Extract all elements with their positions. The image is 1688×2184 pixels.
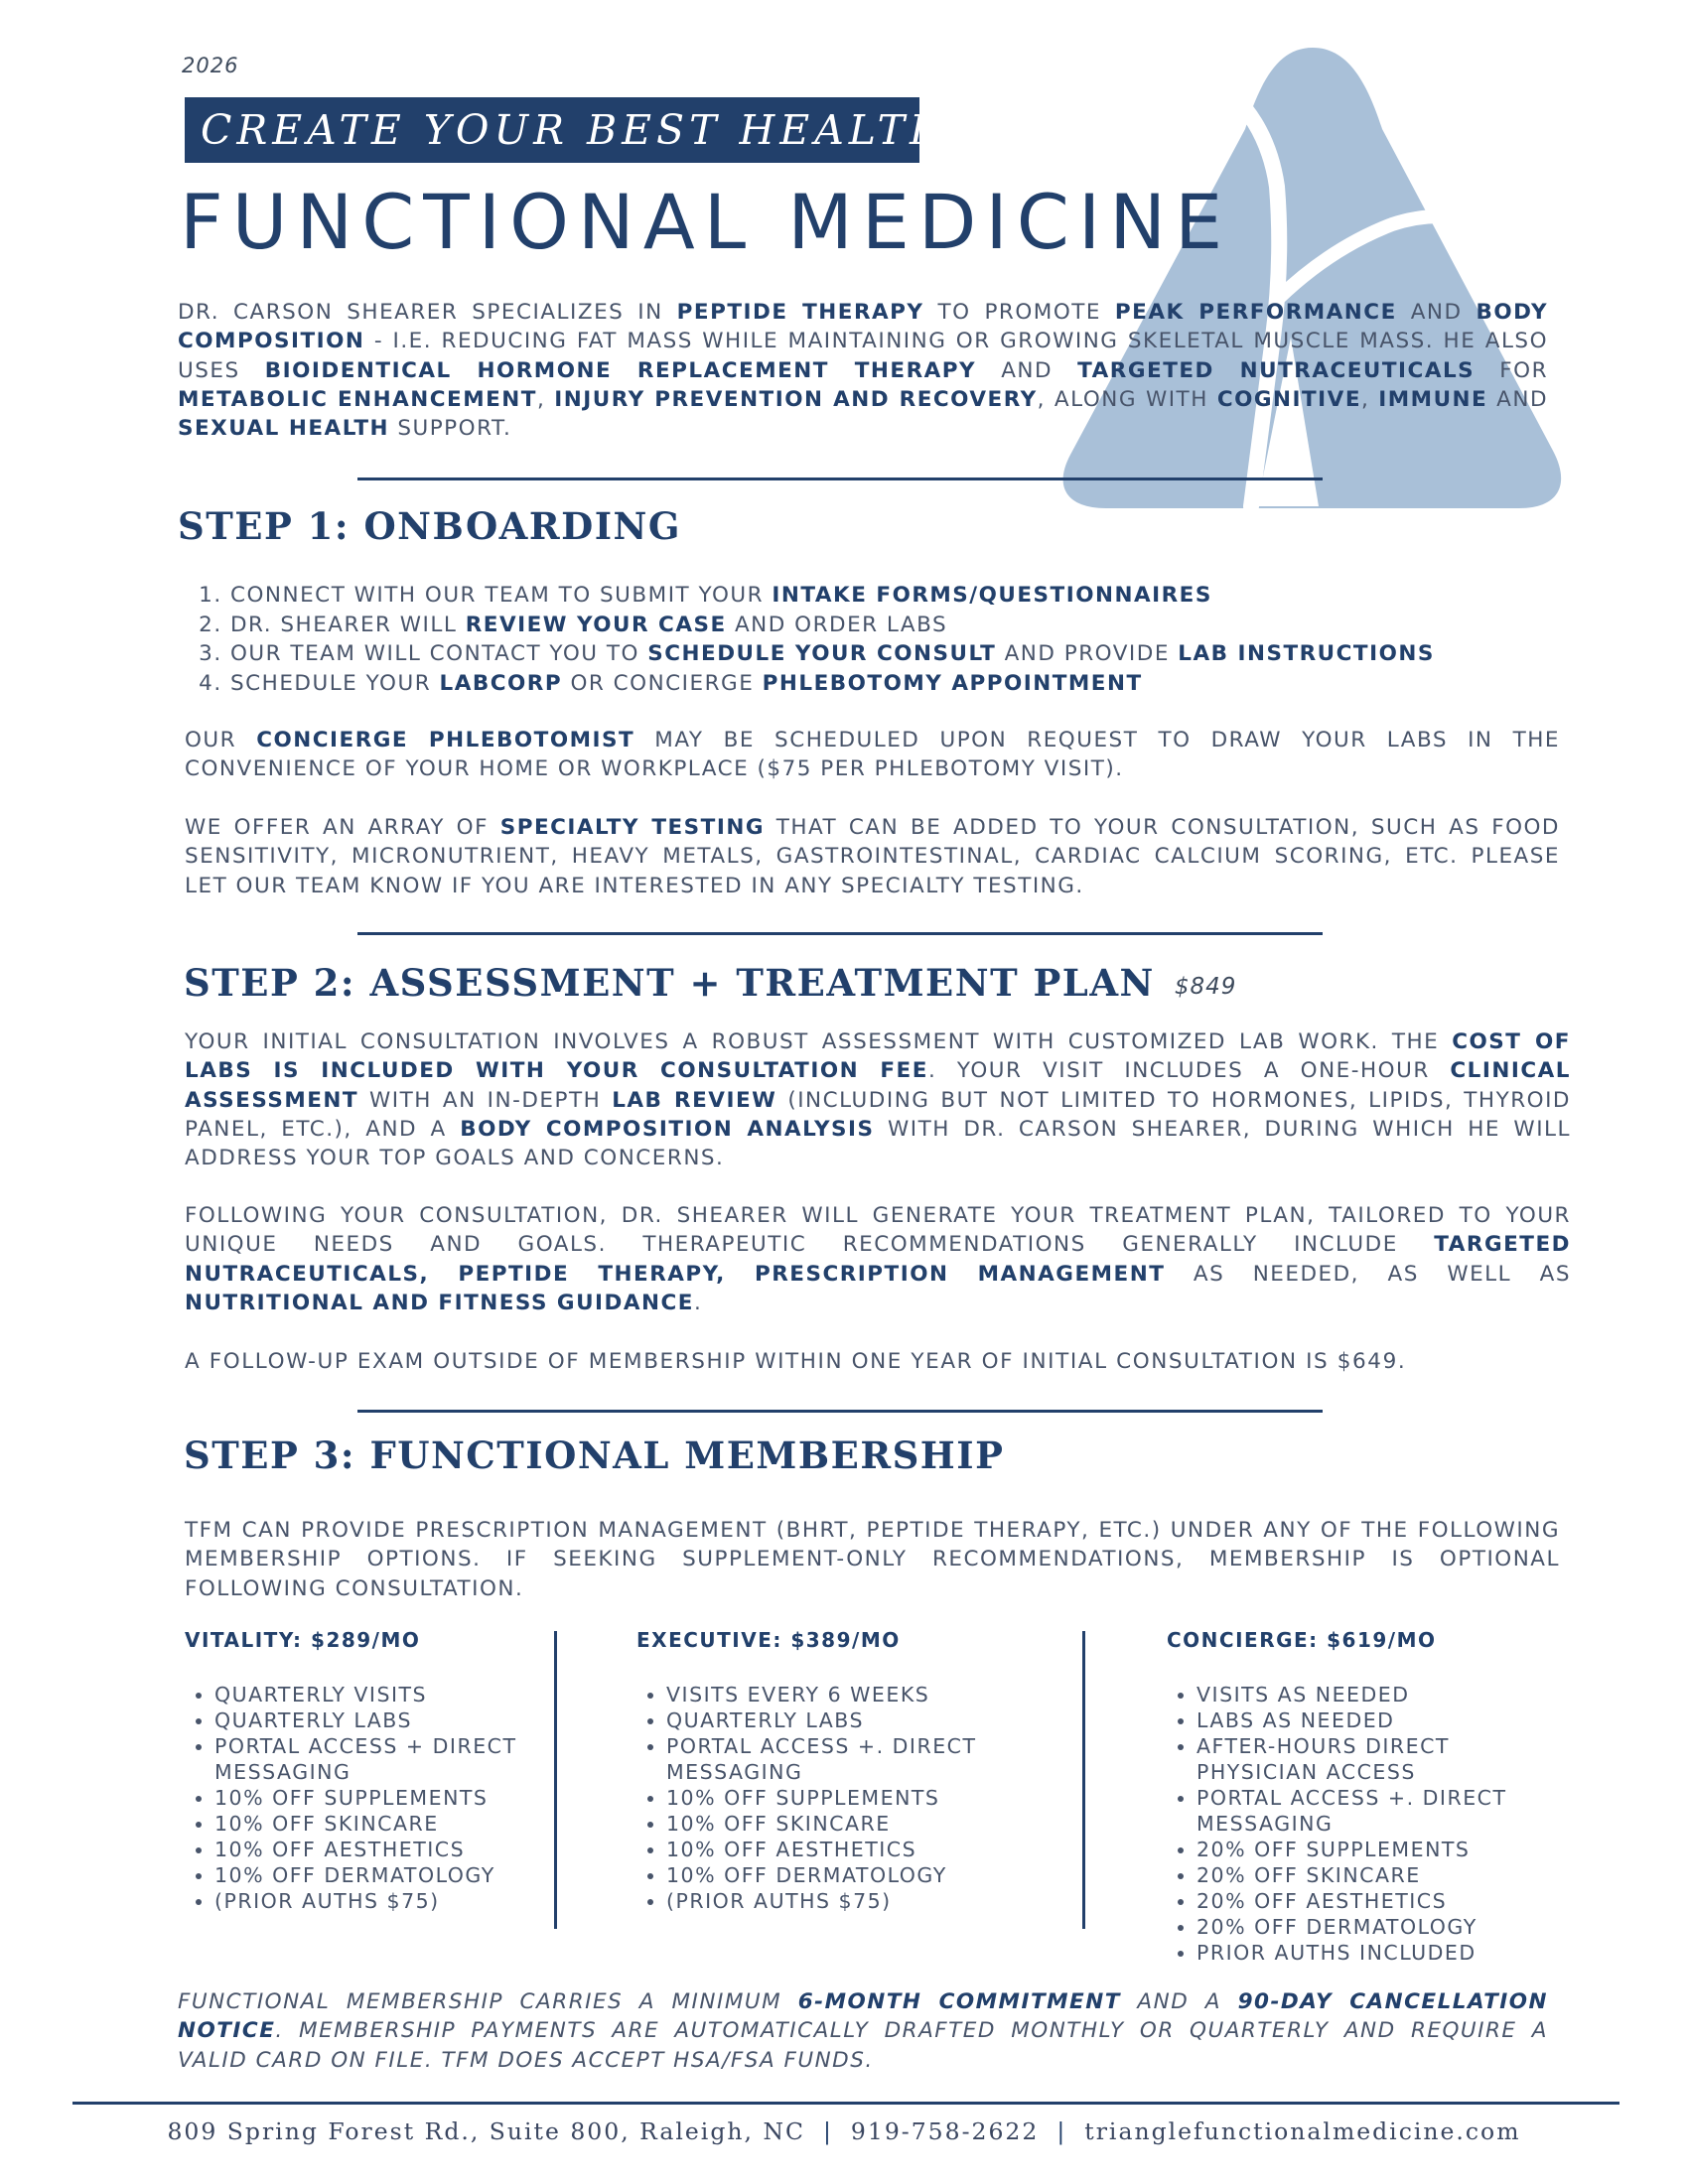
emphasis-text: COGNITIVE	[1216, 386, 1361, 412]
emphasis-text: LAB REVIEW	[612, 1087, 777, 1113]
text-run: - I.E. REDUCING FAT MASS WHILE MAINTAINING OR GROWING SKELETAL MUSCLE MASS. HE ALSO USES	[178, 329, 1548, 383]
section-divider-2	[357, 932, 1323, 935]
triangle-logo-icon	[1023, 40, 1579, 516]
emphasis-text: BODY COMPOSITION	[178, 300, 1549, 354]
text-run: OUR	[185, 728, 257, 752]
list-item	[230, 581, 1435, 611]
emphasis-text: NUTRITIONAL AND FITNESS GUIDANCE	[185, 1290, 694, 1315]
plan-feature-item: • PORTAL ACCESS +. DIRECT MESSAGING	[1196, 1785, 1514, 1837]
emphasis-text: SCHEDULE YOUR CONSULT	[647, 641, 997, 666]
text-run: WITH DR. CARSON SHEARER, DURING WHICH HE WILL ADDRESS YOUR TOP GOALS AND CONCERNS.	[185, 1116, 1571, 1171]
text-run: , ALONG WITH	[1037, 386, 1217, 412]
emphasis-text: CONCIERGE PHLEBOTOMIST	[256, 728, 635, 752]
text-run: AND ORDER LABS	[726, 612, 948, 637]
text-run: . MEMBERSHIP PAYMENTS ARE AUTOMATICALLY DRAFTED MONTHLY OR QUARTERLY AND REQUIRE A VALID CARD ON FILE. TFM DOES ACCEPT HSA/FSA FUNDS.	[178, 2018, 1548, 2073]
specialty-testing-paragraph	[185, 813, 1560, 900]
plan-feature-item: • 10% OFF AESTHETICS	[666, 1837, 984, 1862]
plan-feature-item: • PORTAL ACCESS +. DIRECT MESSAGING	[666, 1733, 984, 1785]
text-run: AS NEEDED, AS WELL AS	[1165, 1261, 1571, 1287]
membership-terms-note	[178, 1987, 1548, 2075]
follow-up-paragraph: A FOLLOW-UP EXAM OUTSIDE OF MEMBERSHIP WITHIN ONE YEAR OF INITIAL CONSULTATION IS $649.	[185, 1349, 1407, 1374]
plan-feature-item: • 10% OFF DERMATOLOGY	[666, 1862, 984, 1888]
text-run: OR CONCIERGE	[562, 670, 763, 696]
text-run: CONNECT WITH OUR TEAM TO SUBMIT YOUR	[230, 583, 773, 608]
plan-name: CONCIERGE: $619/MO	[1167, 1628, 1437, 1652]
plan-feature-item: • PRIOR AUTHS INCLUDED	[1196, 1940, 1514, 1966]
emphasis-text: CLINICAL ASSESSMENT	[185, 1058, 1571, 1113]
text-run: TO PROMOTE	[923, 300, 1115, 325]
plan-feature-item: • 10% OFF AESTHETICS	[214, 1837, 522, 1862]
plan-feature-item: • 10% OFF SUPPLEMENTS	[214, 1785, 522, 1811]
text-run: YOUR INITIAL CONSULTATION INVOLVES A ROBUST ASSESSMENT WITH CUSTOMIZED LAB WORK. THE	[185, 1029, 1453, 1054]
emphasis-text: SPECIALTY TESTING	[499, 815, 765, 840]
phlebotomist-paragraph	[185, 726, 1560, 784]
section-divider-3	[357, 1410, 1323, 1413]
emphasis-text: SEXUAL HEALTH	[178, 416, 389, 442]
text-run: DR. CARSON SHEARER SPECIALIZES IN	[178, 300, 677, 325]
plan-feature-item: • 20% OFF DERMATOLOGY	[1196, 1914, 1514, 1940]
footer-separator: |	[1056, 2117, 1067, 2145]
text-run: AND	[1396, 300, 1477, 325]
text-run: .	[693, 1290, 703, 1315]
plan-feature-item: • 20% OFF SUPPLEMENTS	[1196, 1837, 1514, 1862]
text-run: . YOUR VISIT INCLUDES A ONE-HOUR	[927, 1058, 1451, 1084]
year-label: 2026	[182, 54, 239, 77]
emphasis-text: REVIEW YOUR CASE	[465, 612, 727, 637]
plan-feature-item: • QUARTERLY VISITS	[214, 1682, 522, 1707]
emphasis-text: PEAK PERFORMANCE	[1114, 300, 1397, 325]
tagline-text: CREATE YOUR BEST HEALTH	[201, 106, 950, 154]
text-run: SUPPORT.	[389, 416, 512, 442]
text-run: WE OFFER AN ARRAY OF	[185, 815, 500, 840]
step2-heading-text: STEP 2: ASSESSMENT + TREATMENT PLAN	[184, 961, 1155, 1005]
plan-feature-item: • 20% OFF AESTHETICS	[1196, 1888, 1514, 1914]
text-run: THAT CAN BE ADDED TO YOUR CONSULTATION, SUCH AS FOOD SENSITIVITY, MICRONUTRIENT, HEAVY METALS, GASTROINTESTINAL, CARDIAC CALCIUM SCORING, ETC. PLEASE LET OUR TEAM KNOW IF YOU ARE INTERESTED IN ANY SPECIALTY TESTING.	[185, 815, 1560, 898]
footer-phone[interactable]: 919-758-2622	[850, 2117, 1040, 2145]
plan-feature-item: • (PRIOR AUTHS $75)	[666, 1888, 984, 1914]
text-run: SCHEDULE YOUR	[230, 670, 440, 696]
text-run: ,	[536, 386, 555, 412]
plan-feature-item: • 10% OFF SKINCARE	[214, 1811, 522, 1837]
emphasis-text: 6-MONTH COMMITMENT	[797, 1989, 1121, 2014]
emphasis-text: LABCORP	[439, 670, 563, 696]
emphasis-text: LAB INSTRUCTIONS	[1178, 641, 1435, 666]
plan-executive	[636, 1628, 984, 1914]
text-run: WITH AN IN-DEPTH	[358, 1087, 613, 1113]
plan-vitality	[185, 1628, 522, 1914]
list-item	[230, 669, 1435, 699]
footer-separator: |	[823, 2117, 833, 2145]
footer-contact	[0, 2117, 1688, 2145]
text-run: ,	[1361, 386, 1379, 412]
text-run: MAY BE SCHEDULED UPON REQUEST TO DRAW YOUR LABS IN THE CONVENIENCE OF YOUR HOME OR WORKPLACE ($75 PER PHLEBOTOMY VISIT).	[185, 728, 1561, 782]
text-run: (INCLUDING BUT NOT LIMITED TO HORMONES, LIPIDS, THYROID PANEL, ETC.), AND A	[185, 1087, 1571, 1142]
step2-price: $849	[1174, 973, 1237, 1000]
plan-feature-item: • AFTER-HOURS DIRECT PHYSICIAN ACCESS	[1196, 1733, 1514, 1785]
text-run: DR. SHEARER WILL	[230, 612, 466, 637]
plan-feature-item: • PORTAL ACCESS + DIRECT MESSAGING	[214, 1733, 522, 1785]
page-title: FUNCTIONAL MEDICINE	[180, 178, 1232, 266]
list-item	[230, 639, 1435, 669]
text-run: AND	[976, 357, 1078, 383]
assessment-paragraph	[185, 1027, 1571, 1172]
footer-website-link[interactable]: trianglefunctionalmedicine.com	[1084, 2117, 1521, 2145]
plan-feature-item: • 10% OFF SUPPLEMENTS	[666, 1785, 984, 1811]
plan-feature-item: • 10% OFF DERMATOLOGY	[214, 1862, 522, 1888]
plan-feature-item: • 10% OFF SKINCARE	[666, 1811, 984, 1837]
footer-address: 809 Spring Forest Rd., Suite 800, Raleigh, NC	[167, 2117, 805, 2145]
plan-feature-item: • VISITS AS NEEDED	[1196, 1682, 1514, 1707]
emphasis-text: TARGETED NUTRACEUTICALS, PEPTIDE THERAPY, PRESCRIPTION MANAGEMENT	[185, 1232, 1571, 1287]
plan-divider-1	[554, 1631, 557, 1929]
footer-divider	[72, 2102, 1619, 2105]
tagline-banner	[185, 97, 950, 163]
emphasis-text: TARGETED NUTRACEUTICALS	[1077, 357, 1476, 383]
emphasis-text: 90-DAY CANCELLATION NOTICE	[178, 1989, 1548, 2044]
text-run: AND	[1487, 386, 1549, 412]
list-item	[230, 611, 1435, 640]
emphasis-text: PEPTIDE THERAPY	[676, 300, 924, 325]
plan-features	[1167, 1682, 1514, 1966]
plan-features	[185, 1682, 522, 1914]
membership-intro-paragraph: TFM CAN PROVIDE PRESCRIPTION MANAGEMENT (BHRT, PEPTIDE THERAPY, ETC.) UNDER ANY OF THE FOLLOWING MEMBERSHIP OPTIONS. IF SEEKING SUPPLEMENT-ONLY RECOMMENDATIONS, MEMBERSHIP IS OPTIONAL FOLLOWING CONSULTATION.	[185, 1518, 1560, 1601]
emphasis-text: PHLEBOTOMY APPOINTMENT	[762, 670, 1143, 696]
plan-feature-item: • LABS AS NEEDED	[1196, 1707, 1514, 1733]
text-run: FOLLOWING YOUR CONSULTATION, DR. SHEARER WILL GENERATE YOUR TREATMENT PLAN, TAILORED TO YOUR UNIQUE NEEDS AND GOALS. THERAPEUTIC RECOMMENDATIONS GENERALLY INCLUDE	[185, 1203, 1571, 1258]
text-run: OUR TEAM WILL CONTACT YOU TO	[230, 641, 648, 666]
emphasis-text: INJURY PREVENTION AND RECOVERY	[554, 386, 1038, 412]
section-divider-1	[357, 478, 1323, 480]
plan-divider-2	[1082, 1631, 1085, 1929]
plan-feature-item: • (PRIOR AUTHS $75)	[214, 1888, 522, 1914]
plan-feature-item: • VISITS EVERY 6 WEEKS	[666, 1682, 984, 1707]
emphasis-text: BODY COMPOSITION ANALYSIS	[460, 1116, 875, 1142]
emphasis-text: COST OF LABS IS INCLUDED WITH YOUR CONSULTATION FEE	[185, 1029, 1571, 1084]
plan-name: VITALITY: $289/MO	[185, 1628, 421, 1652]
plan-features	[636, 1682, 984, 1914]
text-run: FOR	[1475, 357, 1549, 383]
intro-paragraph	[178, 298, 1548, 443]
emphasis-text: INTAKE FORMS/QUESTIONNAIRES	[772, 583, 1212, 608]
text-run: FUNCTIONAL MEMBERSHIP CARRIES A MINIMUM	[178, 1989, 798, 2014]
plan-feature-item: • QUARTERLY LABS	[666, 1707, 984, 1733]
plan-feature-item: • QUARTERLY LABS	[214, 1707, 522, 1733]
emphasis-text: IMMUNE	[1378, 386, 1488, 412]
plan-concierge	[1167, 1628, 1514, 1966]
text-run: AND A	[1120, 1989, 1238, 2014]
onboarding-steps-list	[185, 581, 1435, 698]
step3-heading: STEP 3: FUNCTIONAL MEMBERSHIP	[184, 1433, 1005, 1477]
step1-heading: STEP 1: ONBOARDING	[178, 504, 681, 548]
plan-name: EXECUTIVE: $389/MO	[636, 1628, 901, 1652]
emphasis-text: METABOLIC ENHANCEMENT	[178, 386, 537, 412]
emphasis-text: BIOIDENTICAL HORMONE REPLACEMENT THERAPY	[264, 357, 977, 383]
text-run: AND PROVIDE	[996, 641, 1179, 666]
plan-feature-item: • 20% OFF SKINCARE	[1196, 1862, 1514, 1888]
step2-heading	[184, 961, 1236, 1005]
treatment-plan-paragraph	[185, 1201, 1571, 1317]
